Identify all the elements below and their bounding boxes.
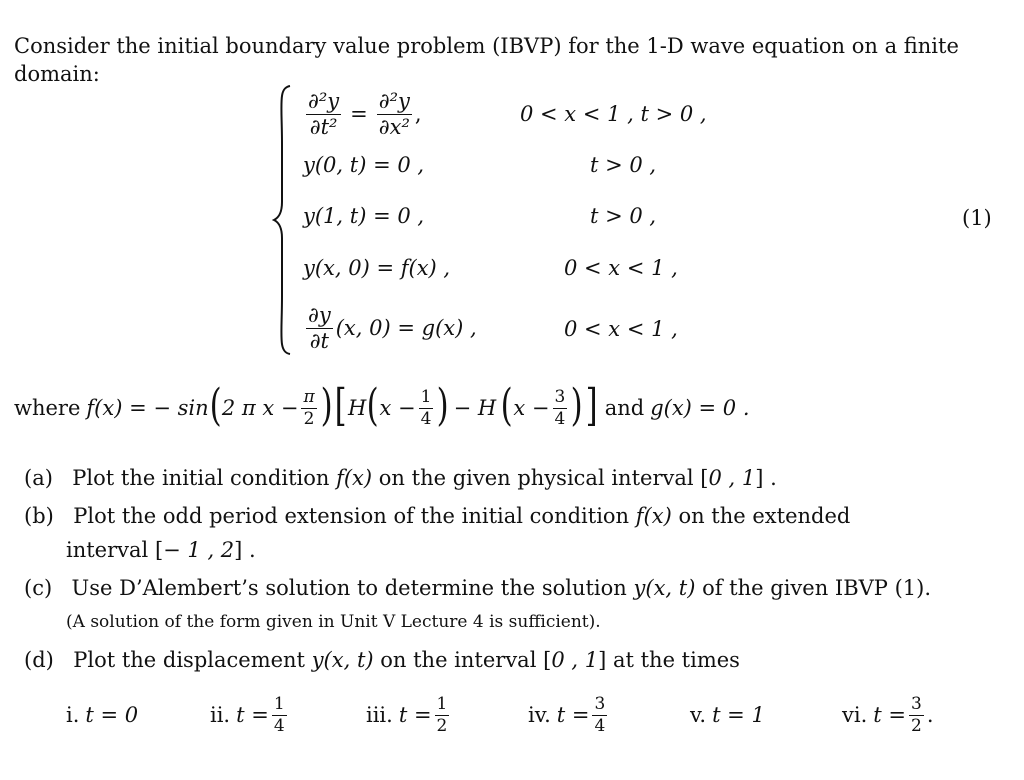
part-a-text: Plot the initial condition (72, 466, 330, 490)
eq4-domain: 0 < x < 1 , (564, 256, 678, 280)
paren-close: ) (320, 380, 333, 431)
system-brace (272, 84, 292, 356)
time-label-5: v. (690, 703, 707, 727)
part-b-f: f(x) (635, 504, 672, 528)
time-label-2: ii. (210, 703, 231, 727)
time-label-1: i. (66, 703, 80, 727)
sin-argument: 2 π x − (221, 396, 299, 420)
part-c-text: Use D’Alembert’s solution to determine the solution (71, 576, 627, 600)
time-num-2: 1 (273, 693, 285, 714)
part-a-text2: on the given physical interval (378, 466, 694, 490)
part-a-interval: 0 , 1 (708, 466, 756, 490)
part-d-y: y(x, t) (311, 648, 374, 672)
equation-bc-right: y(1, t) = 0 , (303, 204, 425, 228)
part-c-y: y(x, t) (633, 576, 696, 600)
time-item-6 (842, 690, 934, 740)
time-end-period: . (926, 703, 934, 727)
intro-line-2: domain: (14, 62, 100, 86)
initial-condition-definition (14, 380, 750, 436)
time-den-4: 4 (594, 715, 606, 736)
eq2-domain: t > 0 , (590, 153, 657, 177)
time-den-6: 2 (910, 715, 922, 736)
time-label-4: iv. (528, 703, 551, 727)
time-value-6: t = (873, 703, 906, 727)
eq1-lhs-numerator: ∂²y (308, 88, 340, 113)
time-value-4: t = (556, 703, 590, 727)
part-d-text3: at the times (612, 648, 740, 672)
where-word: where (14, 396, 81, 420)
part-b-text: Plot the odd period extension of the initial condition (73, 504, 630, 528)
two-denominator: 2 (303, 408, 315, 429)
bracket-open: [ (334, 380, 347, 431)
paren-open-3: ( (500, 380, 513, 431)
part-d-interval: 0 , 1 (551, 648, 599, 672)
equation-ic-velocity (303, 298, 477, 358)
time-item-3 (366, 690, 452, 740)
part-d-text2: on the interval (380, 648, 537, 672)
part-d: (d) Plot the displacement y(x, t) on the interval [0 , 1] at the times (24, 648, 740, 672)
part-c-note: (A solution of the form given in Unit V Lecture 4 is sufficient). (66, 612, 601, 632)
time-num-3: 1 (436, 693, 448, 714)
equation-number: (1) (962, 206, 992, 230)
equation-bc-left: y(0, t) = 0 , (303, 153, 425, 177)
f-definition: f(x) = − sin (86, 396, 209, 420)
time-den-2: 4 (273, 715, 285, 736)
one-numerator: 1 (420, 386, 432, 407)
part-b-label: (b) (24, 504, 54, 528)
time-item-4 (528, 690, 610, 740)
time-item-5 (690, 690, 765, 740)
part-b-interval: − 1 , 2 (163, 538, 235, 562)
paren-close-2: ) (437, 380, 450, 431)
time-den-3: 2 (436, 715, 448, 736)
time-num-4: 3 (594, 693, 606, 714)
eq5-denominator: ∂t (309, 328, 330, 353)
part-a: (a) Plot the initial condition f(x) on the given physical interval [0 , 1] . (24, 466, 777, 490)
part-d-label: (d) (24, 648, 54, 672)
time-value-2: t = (236, 703, 269, 727)
time-value-5: t = 1 (712, 703, 765, 727)
part-a-f: f(x) (336, 466, 373, 490)
part-b-line2: interval [− 1 , 2] . (66, 538, 256, 562)
part-b (24, 504, 850, 528)
time-value-1: t = 0 (85, 703, 139, 727)
part-c-text2: of the given IBVP (1). (702, 576, 932, 600)
g-definition: g(x) = 0 . (650, 396, 750, 420)
bracket-close: ] (585, 380, 598, 431)
equation-ic-displacement: y(x, 0) = f(x) , (303, 256, 451, 280)
part-a-label: (a) (24, 466, 53, 490)
three-numerator: 3 (554, 386, 566, 407)
four-denominator-2: 4 (554, 408, 566, 429)
and-word: and (604, 396, 645, 420)
eq1-domain: 0 < x < 1 , t > 0 , (520, 102, 707, 126)
equation-wave: $\frac{\text{∂²y}}{\text{∂t²}}$ = $\frac{\text{∂²y}}{\text{∂x²}}$ , (308, 88, 422, 139)
eq5-rest: (x, 0) = g(x) , (335, 316, 477, 340)
paren-open: ( (209, 380, 222, 431)
eq1-rhs-denominator: ∂x² (378, 114, 410, 139)
time-item-1 (66, 690, 138, 740)
four-denominator-1: 4 (420, 408, 432, 429)
eq1-rhs-numerator: ∂²y (378, 88, 410, 113)
part-b-text2: on the extended (678, 504, 851, 528)
time-num-6: 3 (910, 693, 922, 714)
eq3-domain: t > 0 , (590, 204, 657, 228)
time-value-3: t = (398, 703, 432, 727)
eq5-domain: 0 < x < 1 , (564, 317, 678, 341)
heaviside-2: − H (453, 396, 497, 420)
paren-close-3: ) (570, 380, 583, 431)
pi-numerator: π (303, 386, 315, 407)
heaviside-2-argument: x − (513, 396, 550, 420)
time-label-6: vi. (842, 703, 868, 727)
part-c-label: (c) (24, 576, 53, 600)
eq5-numerator: ∂y (308, 302, 331, 327)
heaviside-1: H (348, 396, 367, 420)
paren-open-2: ( (366, 380, 379, 431)
part-c (24, 576, 931, 600)
eq1-lhs-denominator: ∂t² (309, 114, 338, 139)
part-b-interval-word: interval (66, 538, 149, 562)
heaviside-1-argument: x − (379, 396, 416, 420)
intro-line-1: Consider the initial boundary value problem (IBVP) for the 1-D wave equation on a finite (14, 34, 959, 58)
part-d-text: Plot the displacement (73, 648, 305, 672)
time-item-2 (210, 690, 290, 740)
time-label-3: iii. (366, 703, 393, 727)
